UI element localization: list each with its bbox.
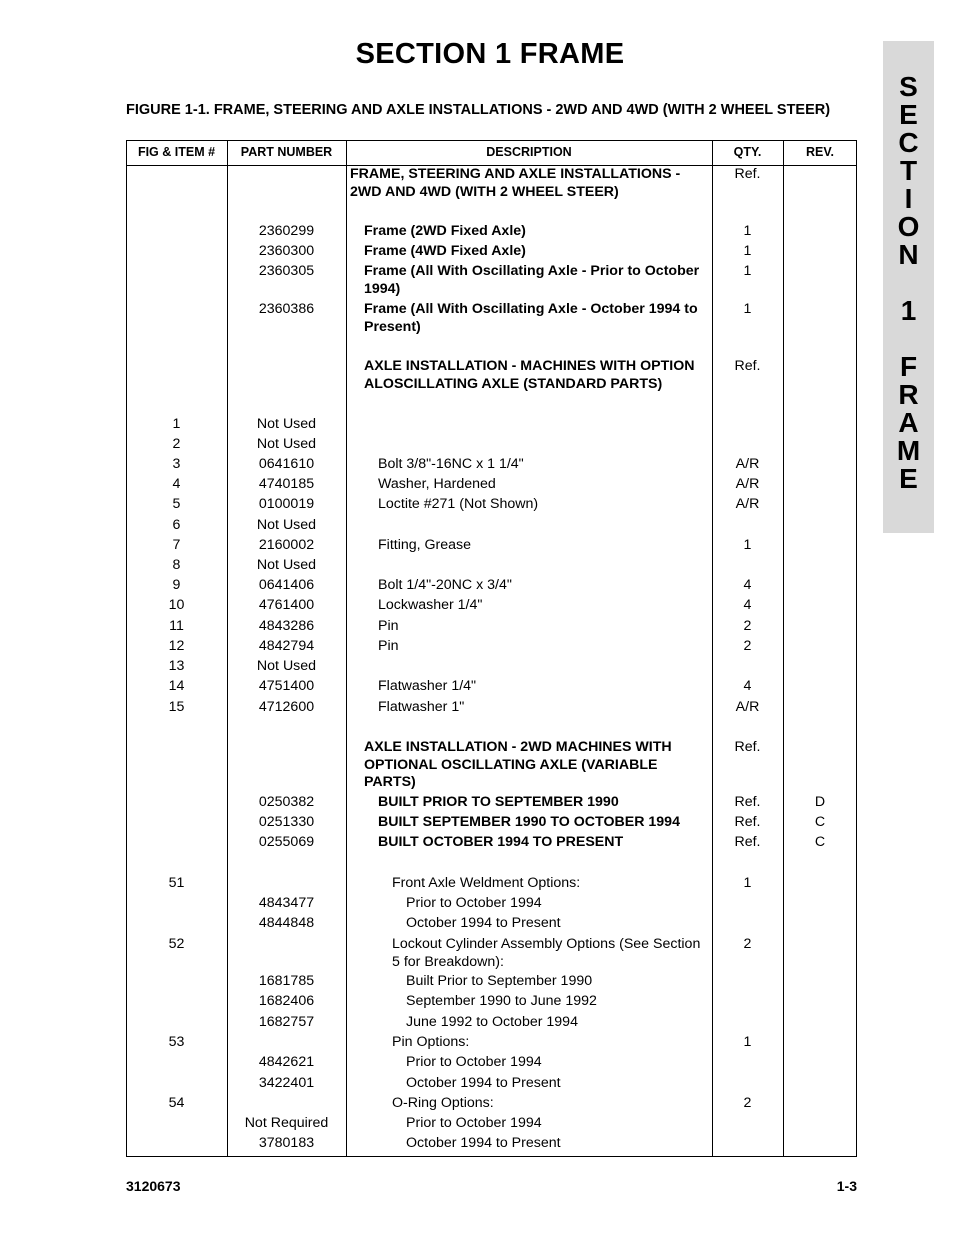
qty-cell: Ref. <box>734 814 761 830</box>
rev-cell: C <box>814 834 826 850</box>
part-number-cell: 0250382 <box>258 794 315 810</box>
header-rev: REV. <box>805 145 835 159</box>
section-title: SECTION 1 FRAME <box>355 38 625 70</box>
part-number-cell: 4843477 <box>258 895 315 911</box>
description-cell: BUILT PRIOR TO SEPTEMBER 1990 <box>378 794 619 810</box>
header-fig-item: FIG & ITEM # <box>137 145 216 159</box>
fig-item-cell: 12 <box>168 638 185 654</box>
qty-cell: Ref. <box>734 739 761 755</box>
header-qty: QTY. <box>733 145 762 159</box>
qty-cell: Ref. <box>734 358 761 374</box>
qty-cell: Ref. <box>734 834 761 850</box>
part-number-cell: 4751400 <box>258 678 315 694</box>
side-tab-letter: A <box>898 407 919 438</box>
description-cell: October 1994 to Present <box>406 1075 561 1091</box>
qty-cell: 1 <box>743 875 752 891</box>
part-number-cell: 0100019 <box>258 496 315 512</box>
qty-cell: Ref. <box>734 794 761 810</box>
fig-item-cell: 3 <box>172 456 181 472</box>
description-cell: O-Ring Options: <box>392 1095 494 1111</box>
header-description: DESCRIPTION <box>486 145 572 159</box>
fig-item-cell: 1 <box>172 416 181 432</box>
fig-item-cell: 53 <box>168 1034 185 1050</box>
description-cell: Prior to October 1994 <box>406 895 542 911</box>
fig-item-cell: 6 <box>172 517 181 533</box>
qty-cell: 1 <box>743 537 752 553</box>
qty-cell: 1 <box>743 263 752 279</box>
description-cell: Built Prior to September 1990 <box>406 973 593 989</box>
part-number-cell: 2360299 <box>258 223 315 239</box>
part-number-cell: 4842621 <box>258 1054 315 1070</box>
fig-item-cell: 9 <box>172 577 181 593</box>
part-number-cell: Not Used <box>256 416 317 432</box>
fig-item-cell: 5 <box>172 496 181 512</box>
part-number-cell: 0251330 <box>258 814 315 830</box>
part-number-cell: 1682406 <box>258 993 315 1009</box>
description-cell: BUILT SEPTEMBER 1990 TO OCTOBER 1994 <box>378 814 680 830</box>
description-cell: Front Axle Weldment Options: <box>392 875 581 891</box>
description-cell: Loctite #271 (Not Shown) <box>378 496 539 512</box>
description-cell: October 1994 to Present <box>406 915 561 931</box>
qty-cell: A/R <box>735 496 760 512</box>
part-number-cell: 0641406 <box>258 577 315 593</box>
part-number-cell: 1681785 <box>258 973 315 989</box>
fig-item-cell: 4 <box>172 476 181 492</box>
part-number-cell: Not Used <box>256 557 317 573</box>
description-cell: Frame (All With Oscillating Axle - Prior to October 1994) <box>364 263 700 297</box>
qty-cell: 1 <box>743 223 752 239</box>
description-cell: Bolt 3/8"-16NC x 1 1/4" <box>378 456 524 472</box>
qty-cell: 1 <box>743 243 752 259</box>
fig-item-cell: 51 <box>168 875 185 891</box>
fig-item-cell: 7 <box>172 537 181 553</box>
fig-item-cell: 10 <box>168 597 185 613</box>
side-tab-letter: M <box>896 435 921 466</box>
side-tab-letter: R <box>898 379 919 410</box>
qty-cell: 1 <box>743 301 752 317</box>
part-number-cell: 2160002 <box>258 537 315 553</box>
part-number-cell: 4842794 <box>258 638 315 654</box>
part-number-cell: 4712600 <box>258 699 315 715</box>
rev-cell: C <box>814 814 826 830</box>
description-cell: Frame (4WD Fixed Axle) <box>364 243 526 259</box>
description-cell: AXLE INSTALLATION - 2WD MACHINES WITH OPTIONAL OSCILLATING AXLE (VARIABLE PARTS) <box>364 739 672 790</box>
description-cell: Frame (2WD Fixed Axle) <box>364 223 526 239</box>
qty-cell: 4 <box>743 597 752 613</box>
qty-cell: 1 <box>743 1034 752 1050</box>
description-cell: October 1994 to Present <box>406 1135 561 1151</box>
qty-cell: A/R <box>735 699 760 715</box>
description-cell: FRAME, STEERING AND AXLE INSTALLATIONS - 2WD AND 4WD (WITH 2 WHEEL STEER) <box>350 166 681 200</box>
description-cell: Prior to October 1994 <box>406 1115 542 1131</box>
part-number-cell: 2360386 <box>258 301 315 317</box>
qty-cell: 2 <box>743 1095 752 1111</box>
side-tab-letter: E <box>899 463 918 494</box>
side-tab-letter: I <box>904 183 913 214</box>
side-tab-letter: S <box>899 71 918 102</box>
header-part-number: PART NUMBER <box>240 145 333 159</box>
part-number-cell: Not Required <box>244 1115 329 1131</box>
description-cell: June 1992 to October 1994 <box>406 1014 578 1030</box>
part-number-cell: 4761400 <box>258 597 315 613</box>
side-tab-letter: C <box>898 127 919 158</box>
figure-title: FIGURE 1-1. FRAME, STEERING AND AXLE INSTALLATIONS - 2WD AND 4WD (WITH 2 WHEEL STEER) <box>126 102 831 118</box>
qty-cell: A/R <box>735 456 760 472</box>
description-cell: Washer, Hardened <box>378 476 496 492</box>
side-tab-letter: F <box>899 351 918 382</box>
description-cell: Lockout Cylinder Assembly Options (See Section 5 for Breakdown): <box>392 936 701 970</box>
section-side-tab <box>883 41 934 533</box>
side-tab-letter: E <box>899 99 918 130</box>
description-cell: Lockwasher 1/4" <box>378 597 483 613</box>
description-cell: Bolt 1/4"-20NC x 3/4" <box>378 577 512 593</box>
side-tab-letter: 1 <box>900 295 917 326</box>
part-number-cell: 4844848 <box>258 915 315 931</box>
description-cell: Prior to October 1994 <box>406 1054 542 1070</box>
description-cell: September 1990 to June 1992 <box>406 993 597 1009</box>
qty-cell: 2 <box>743 618 752 634</box>
part-number-cell: 0641610 <box>258 456 315 472</box>
part-number-cell: Not Used <box>256 658 317 674</box>
qty-cell: 4 <box>743 678 752 694</box>
description-cell: Pin <box>378 618 399 634</box>
side-tab-letter: T <box>899 155 918 186</box>
part-number-cell: 2360300 <box>258 243 315 259</box>
description-cell: Frame (All With Oscillating Axle - October 1994 to Present) <box>364 301 698 335</box>
qty-cell: A/R <box>735 476 760 492</box>
fig-item-cell: 52 <box>168 936 185 952</box>
fig-item-cell: 54 <box>168 1095 185 1111</box>
qty-cell: 2 <box>743 638 752 654</box>
fig-item-cell: 2 <box>172 436 181 452</box>
page-number: 1-3 <box>836 1178 857 1194</box>
description-cell: Flatwasher 1/4" <box>378 678 477 694</box>
table-divider <box>346 140 347 1157</box>
description-cell: Pin Options: <box>392 1034 470 1050</box>
part-number-cell: 4843286 <box>258 618 315 634</box>
part-number-cell: Not Used <box>256 517 317 533</box>
part-number-cell: Not Used <box>256 436 317 452</box>
document-number: 3120673 <box>126 1178 181 1194</box>
qty-cell: 2 <box>743 936 752 952</box>
fig-item-cell: 15 <box>168 699 185 715</box>
fig-item-cell: 14 <box>168 678 185 694</box>
part-number-cell: 3780183 <box>258 1135 315 1151</box>
side-tab-letter: O <box>897 211 920 242</box>
description-cell: AXLE INSTALLATION - MACHINES WITH OPTION ALOSCILLATING AXLE (STANDARD PARTS) <box>364 358 695 392</box>
fig-item-cell: 8 <box>172 557 181 573</box>
qty-cell: Ref. <box>734 166 761 182</box>
part-number-cell: 4740185 <box>258 476 315 492</box>
description-cell: BUILT OCTOBER 1994 TO PRESENT <box>378 834 624 850</box>
part-number-cell: 2360305 <box>258 263 315 279</box>
qty-cell: 4 <box>743 577 752 593</box>
table-divider <box>783 140 784 1157</box>
description-cell: Flatwasher 1" <box>378 699 465 715</box>
part-number-cell: 1682757 <box>258 1014 315 1030</box>
fig-item-cell: 13 <box>168 658 185 674</box>
rev-cell: D <box>814 794 826 810</box>
part-number-cell: 3422401 <box>258 1075 315 1091</box>
description-cell: Fitting, Grease <box>378 537 472 553</box>
part-number-cell: 0255069 <box>258 834 315 850</box>
description-cell: Pin <box>378 638 399 654</box>
fig-item-cell: 11 <box>169 618 184 634</box>
side-tab-letter: N <box>898 239 919 270</box>
